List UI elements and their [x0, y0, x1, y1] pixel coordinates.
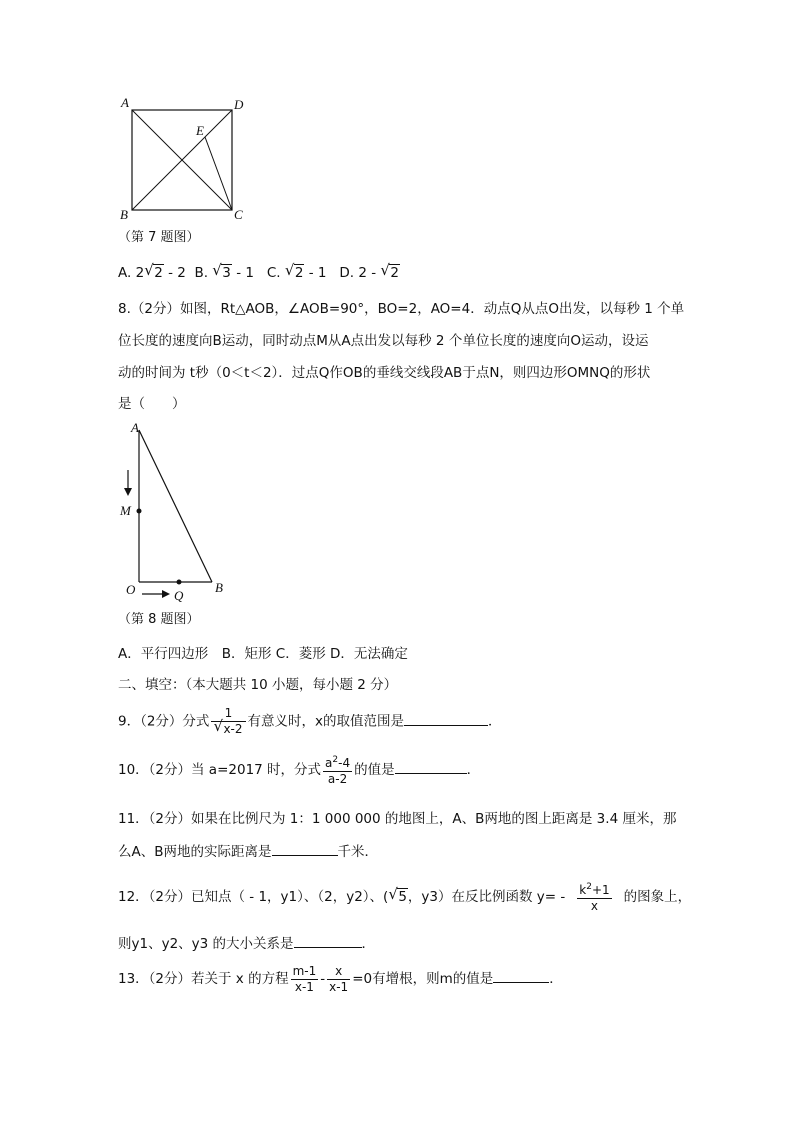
q11-answer-blank[interactable] [272, 854, 338, 856]
label-b: B [215, 580, 223, 595]
section-2-heading: 二、填空：（本大题共 10 小题，每小题 2 分） [118, 677, 398, 693]
q12-mid: ，y3）在反比例函数 y= - [407, 889, 566, 905]
q7-option-a-tail: - 2 [168, 265, 186, 281]
q7-option-d-label: D. [339, 265, 355, 281]
q10-answer-blank[interactable] [395, 772, 467, 774]
q7-option-a-label: A. [118, 265, 132, 281]
label-o: O [126, 582, 136, 597]
q12-prefix: 12．（2分）已知点（ - 1，y1）、（2，y2）、( [118, 889, 389, 905]
point-q [177, 580, 182, 585]
segment-ec [205, 137, 232, 210]
q12-answer-blank[interactable] [294, 946, 362, 948]
label-b: B [120, 207, 128, 222]
q11-line-1: 11．（2分）如果在比例尺为 1：1 000 000 的地图上，A、B两地的图上距离是 3.4 厘米，那 [118, 811, 677, 827]
q13-minus: - [320, 971, 326, 987]
label-d: D [234, 97, 244, 112]
segment-ab [139, 430, 212, 582]
q11-prefix: 么A、B两地的实际距离是 [118, 844, 272, 860]
fig8-caption: （第 8 题图） [118, 612, 200, 627]
q13-suffix: 有增根，则m的值是 [372, 971, 494, 987]
label-a: A [121, 95, 129, 110]
q13-answer-blank[interactable] [493, 981, 549, 983]
label-c: C [234, 207, 243, 222]
q12-line-1 [118, 880, 691, 914]
q9-prefix: 9．（2分）分式 [118, 713, 210, 730]
q8-line-3: 动的时间为 t秒（0＜t＜2）．过点Q作OB的垂线交线段AB于点N，则四边形OMNQ的形状 [118, 365, 651, 381]
q7-option-c-tail: - 1 [308, 265, 327, 281]
q9 [118, 706, 502, 737]
q12-end: ． [361, 936, 376, 952]
q12-fraction: $\frac{k^2+1}{x}$ [579, 882, 610, 913]
q13-fraction-1: $\frac{m-1}{x-1}$ [292, 963, 317, 994]
arrow-right-head [162, 590, 170, 598]
label-e: E [196, 123, 204, 138]
q7-option-d-head: 2 - [358, 265, 377, 281]
q12-suffix: 的图象上， [623, 889, 692, 905]
q13-end: ． [549, 971, 563, 987]
q12-sqrt: √ 5 [388, 880, 408, 914]
q13-equals: =0 [352, 971, 373, 987]
q7-option-b-tail: - 1 [236, 265, 254, 281]
q10-prefix: 10．（2分）当 a=2017 时，分式 [118, 762, 322, 778]
fig7-caption: （第 7 题图） [118, 230, 200, 245]
q7-option-b-sqrt: √ 3 [212, 264, 232, 282]
q9-answer-blank[interactable] [404, 724, 488, 726]
q7-option-a-coef: 2 [135, 265, 145, 281]
q8-line-1: 8.（2分）如图，Rt△AOB，∠AOB=90°，BO=2，AO=4．动点Q从点O出发，以每秒 1 个单 [118, 301, 685, 317]
q12-line2-prefix: 则y1、y2、y3 的大小关系是 [118, 936, 294, 952]
point-m [137, 509, 142, 514]
q13-fraction-2: $\frac{x}{x-1}$ [329, 963, 349, 994]
q10-fraction: $\frac{a^2-4}{a-2}$ [325, 755, 351, 786]
q10-end: ． [466, 762, 481, 778]
q7-option-d-sqrt: √ 2 [380, 264, 400, 282]
q7-options [118, 264, 400, 282]
q9-end: ． [488, 713, 502, 730]
q7-option-b-label: B. [194, 265, 208, 281]
q12-line-2 [118, 935, 375, 953]
q8-options: A．平行四边形 B．矩形 C．菱形 D．无法确定 [118, 646, 408, 662]
label-a: A [131, 420, 139, 435]
q8-line-4: 是（ ） [118, 396, 186, 412]
q13 [118, 962, 563, 996]
q11-line-2 [118, 843, 378, 861]
q9-suffix: 有意义时，x的取值范围是 [247, 713, 405, 730]
label-q: Q [174, 588, 184, 603]
q7-option-c-label: C. [266, 265, 281, 281]
q9-fraction: 1 √ x-2 [211, 706, 245, 737]
q10 [118, 753, 480, 787]
q13-prefix: 13．（2分）若关于 x 的方程 [118, 971, 289, 987]
figure-8 [112, 418, 242, 603]
figure-7 [112, 95, 252, 223]
q8-line-2: 位长度的速度向B运动，同时动点M从A点出发以每秒 2 个单位长度的速度向O运动，设运 [118, 333, 649, 349]
q7-option-c-sqrt: √ 2 [285, 264, 305, 282]
q11-suffix: 千米． [337, 844, 378, 860]
q10-suffix: 的值是 [354, 762, 395, 778]
q7-option-a-sqrt: √ 2 [144, 264, 164, 282]
arrow-down-head [124, 488, 132, 496]
label-m: M [120, 503, 131, 518]
